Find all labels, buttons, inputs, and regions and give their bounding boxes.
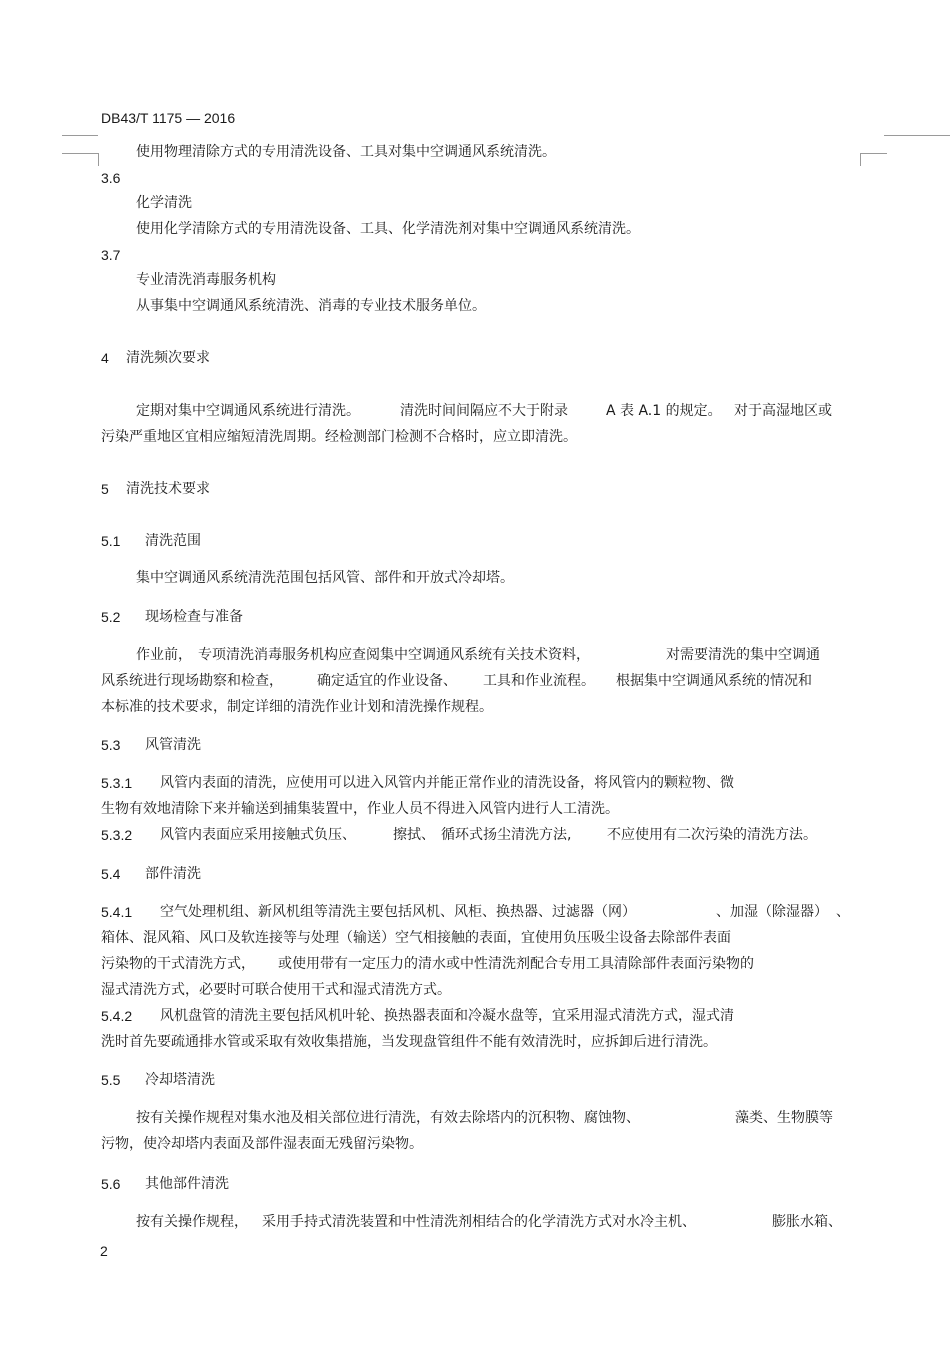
text-line: 生物有效地清除下来并输送到捕集装置中，作业人员不得进入风管内进行人工清洗。 xyxy=(101,801,619,817)
clause-title: 冷却塔清洗 xyxy=(145,1072,215,1088)
text-line: 湿式清洗方式，必要时可联合使用干式和湿式清洗方式。 xyxy=(101,982,451,998)
section-title: 清洗技术要求 xyxy=(126,481,210,497)
clause-number: 5.4.2 xyxy=(101,1008,133,1024)
text-fragment: 清洗时间间隔应不大于附录 xyxy=(400,403,568,419)
text-fragment: 采用手持式清洗装置和中性清洗剂相结合的化学清洗方式对水冷主机、 xyxy=(262,1214,696,1230)
clause-number: 5.3 xyxy=(101,737,121,753)
crop-mark-right-top xyxy=(884,135,950,136)
text-fragment: 、加湿（除湿器） xyxy=(716,904,828,920)
text-fragment: 按有关操作规程， xyxy=(136,1214,248,1230)
clause-title: 风管清洗 xyxy=(145,737,201,753)
clause-number: 5.2 xyxy=(101,609,121,625)
text-fragment: 藻类、生物膜等 xyxy=(735,1110,833,1126)
text-fragment: 根据集中空调通风系统的情况和 xyxy=(616,673,812,689)
text-fragment: 污染物的干式清洗方式， xyxy=(101,956,255,972)
page-number: 2 xyxy=(100,1243,108,1259)
text-line: 箱体、混风箱、风口及软连接等与处理（输送）空气相接触的表面，宜使用负压吸尘设备去除部件表面 xyxy=(101,930,731,946)
text-fragment: 对于高湿地区或 xyxy=(734,403,832,419)
clause-number: 3.6 xyxy=(101,170,121,186)
term-title: 化学清洗 xyxy=(136,195,192,211)
text-line: 污物，使冷却塔内表面及部件湿表面无残留污染物。 xyxy=(101,1136,423,1152)
clause-number: 5.4.1 xyxy=(101,904,133,920)
text-fragment: 定期对集中空调通风系统进行清洗。 xyxy=(136,403,360,419)
text-fragment: 按有关操作规程对集水池及相关部位进行清洗，有效去除塔内的沉积物、腐蚀物、 xyxy=(136,1110,640,1126)
section-number: 4 xyxy=(101,350,109,366)
clause-number: 5.1 xyxy=(101,533,121,549)
text-fragment: 专项清洗消毒服务机构应查阅集中空调通风系统有关技术资料， xyxy=(198,647,590,663)
clause-number: 5.4 xyxy=(101,866,121,882)
text-fragment: A 表 A.1 的规定。 xyxy=(606,403,722,419)
term-title: 专业清洗消毒服务机构 xyxy=(136,272,276,288)
clause-title: 部件清洗 xyxy=(145,866,201,882)
crop-mark-right-bottom xyxy=(860,153,887,166)
text-line: 使用化学清除方式的专用清洗设备、工具、化学清洗剂对集中空调通风系统清洗。 xyxy=(136,221,640,237)
text-line: 风管内表面的清洗，应使用可以进入风管内并能正常作业的清洗设备，将风管内的颗粒物、微 xyxy=(160,775,734,791)
text-fragment: 、 xyxy=(836,904,850,920)
text-line: 污染严重地区宜相应缩短清洗周期。经检测部门检测不合格时，应立即清洗。 xyxy=(101,429,577,445)
text-fragment: 循环式扬尘清洗方法, xyxy=(441,827,572,843)
text-line: 风机盘管的清洗主要包括风机叶轮、换热器表面和冷凝水盘等，宜采用湿式清洗方式，湿式清 xyxy=(160,1008,734,1024)
text-line: 本标准的技术要求，制定详细的清洗作业计划和清洗操作规程。 xyxy=(101,699,493,715)
text-fragment: 空气处理机组、新风机组等清洗主要包括风机、风柜、换热器、过滤器（网） xyxy=(160,904,636,920)
text-fragment: 工具和作业流程。 xyxy=(483,673,595,689)
clause-number: 5.5 xyxy=(101,1072,121,1088)
clause-title: 其他部件清洗 xyxy=(145,1176,229,1192)
text-fragment: 擦拭、 xyxy=(393,827,435,843)
crop-mark-left-bottom xyxy=(62,153,99,166)
text-line: 使用物理清除方式的专用清洗设备、工具对集中空调通风系统清洗。 xyxy=(136,144,556,160)
text-fragment: 风管内表面应采用接触式负压、 xyxy=(160,827,356,843)
text-fragment: 对需要清洗的集中空调通 xyxy=(666,647,820,663)
clause-number: 5.6 xyxy=(101,1176,121,1192)
clause-title: 清洗范围 xyxy=(145,533,201,549)
clause-number: 3.7 xyxy=(101,247,121,263)
section-title: 清洗频次要求 xyxy=(126,350,210,366)
text-fragment: 作业前， xyxy=(136,647,192,663)
document-id-header: DB43/T 1175 — 2016 xyxy=(101,110,236,126)
text-fragment: 膨胀水箱、 xyxy=(772,1214,842,1230)
text-fragment: 风系统进行现场勘察和检查， xyxy=(101,673,283,689)
text-line: 从事集中空调通风系统清洗、消毒的专业技术服务单位。 xyxy=(136,298,486,314)
clause-number: 5.3.2 xyxy=(101,827,133,843)
clause-number: 5.3.1 xyxy=(101,775,133,791)
text-line: 洗时首先要疏通排水管或采取有效收集措施，当发现盘管组件不能有效清洗时，应拆卸后进行清洗。 xyxy=(101,1034,717,1050)
section-number: 5 xyxy=(101,481,109,497)
clause-title: 现场检查与准备 xyxy=(145,609,243,625)
text-fragment: 确定适宜的作业设备、 xyxy=(317,673,457,689)
text-fragment: 不应使用有二次污染的清洗方法。 xyxy=(607,827,817,843)
text-line: 集中空调通风系统清洗范围包括风管、部件和开放式冷却塔。 xyxy=(136,570,514,586)
text-fragment: 或使用带有一定压力的清水或中性清洗剂配合专用工具清除部件表面污染物的 xyxy=(278,956,754,972)
crop-mark-left-top xyxy=(62,135,98,136)
